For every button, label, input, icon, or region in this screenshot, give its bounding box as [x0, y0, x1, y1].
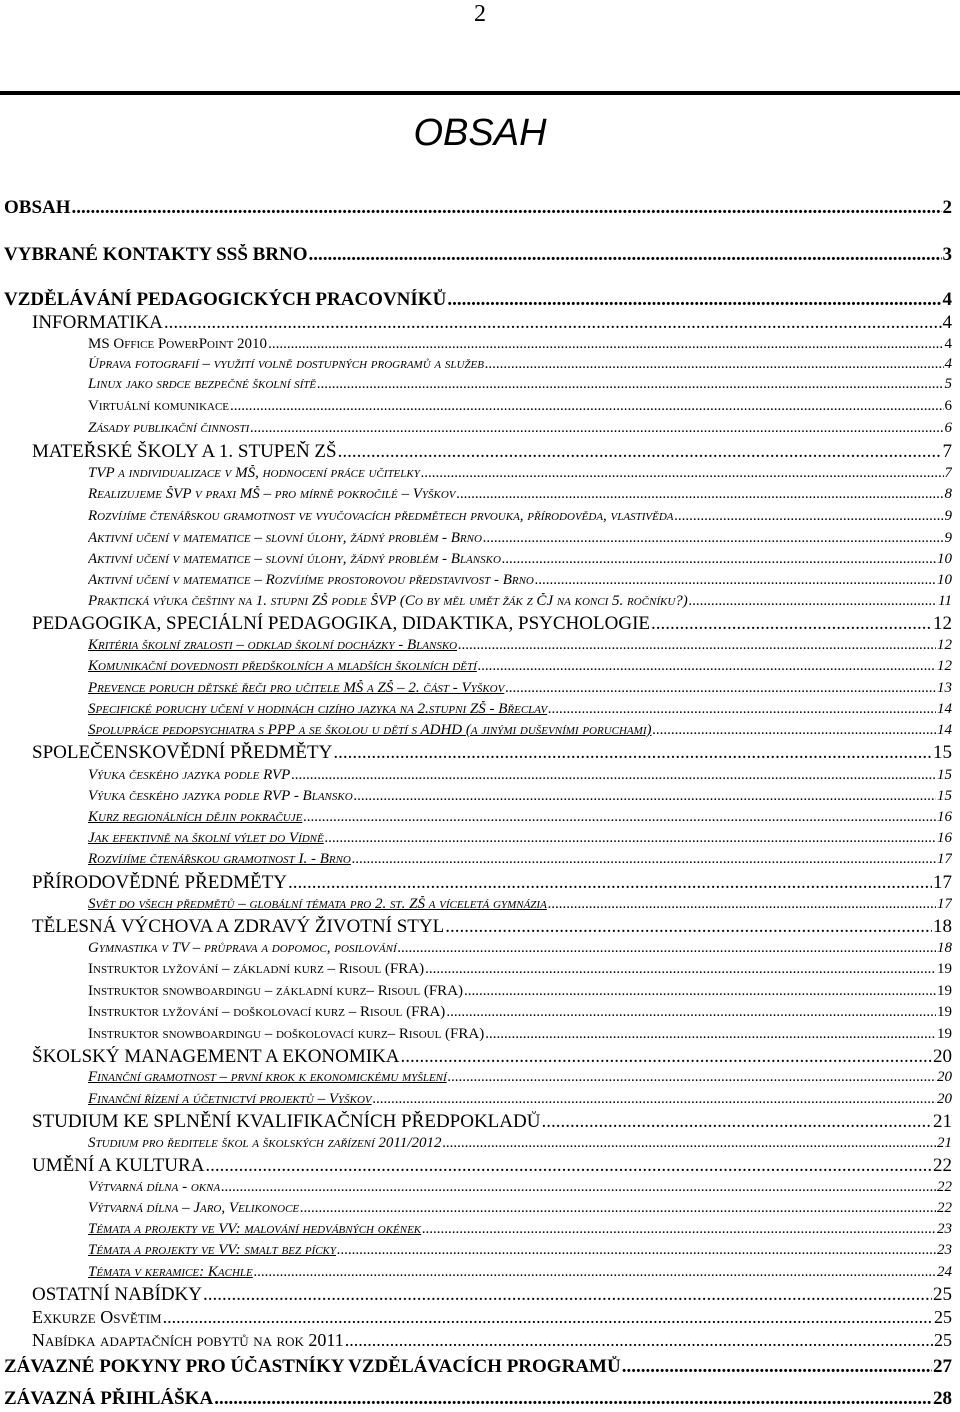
toc-entry[interactable]: ZÁVAZNÁ PŘIHLÁŠKA ..... 28 [4, 1388, 952, 1410]
toc-entry[interactable]: UMĚNÍ A KULTURA ..... 22 [32, 1155, 952, 1177]
toc-entry[interactable]: MS Office PowerPoint 2010 ..... 4 [88, 336, 952, 353]
toc-entry[interactable]: PEDAGOGIKA, SPECIÁLNÍ PEDAGOGIKA, DIDAKTIKA, PSYCHOLOGIE ..... 12 [32, 613, 952, 635]
toc-entry[interactable]: Instruktor lyžování – základní kurz – Risoul (FRA) ..... 19 [88, 961, 952, 978]
toc-entry[interactable]: Realizujeme ŠVP v praxi MŠ – pro mírně pokročilé – Vyškov ..... 8 [88, 486, 952, 503]
toc-entry[interactable]: Finanční gramotnost – první krok k ekonomickému myšlení ..... 20 [88, 1069, 952, 1086]
toc-entry[interactable]: OBSAH ..... 2 [4, 197, 952, 219]
toc-entry[interactable]: Aktivní učení v matematice – slovní úlohy, žádný problém - Blansko ..... 10 [88, 551, 952, 568]
toc-entry[interactable]: Instruktor lyžování – doškolovací kurz – Risoul (FRA) ..... 19 [88, 1004, 952, 1021]
toc-entry[interactable]: Exkurze Osvětim ..... 25 [32, 1307, 952, 1328]
toc-entry[interactable]: STUDIUM KE SPLNĚNÍ KVALIFIKAČNÍCH PŘEDPOKLADŮ ..... 21 [32, 1111, 952, 1133]
header-rule [0, 91, 960, 95]
toc-entry[interactable]: Studium pro ředitele škol a školských zařízení 2011/2012 ..... 21 [88, 1135, 952, 1152]
toc-entry[interactable]: Kritéria školní zralosti – odklad školní docházky - Blansko ..... 12 [88, 637, 952, 654]
toc-entry[interactable]: MATEŘSKÉ ŠKOLY A 1. STUPEŇ ZŠ ..... 7 [32, 441, 952, 463]
toc-entry[interactable]: Jak efektivně na školní výlet do Vídně ..... 16 [88, 830, 952, 847]
toc-entry[interactable]: Praktická výuka češtiny na 1. stupni ZŠ podle ŠVP (Co by měl umět žák z ČJ na konci 5. ročníku?) ..... 11 [88, 593, 952, 610]
toc-entry[interactable]: Kurz regionálních dějin pokračuje ..... 16 [88, 809, 952, 826]
toc-entry[interactable]: Témata a projekty ve VV: smalt bez pícky ..... 23 [88, 1242, 952, 1259]
toc-entry[interactable]: TĚLESNÁ VÝCHOVA A ZDRAVÝ ŽIVOTNÍ STYL ..... 18 [32, 916, 952, 938]
toc-entry[interactable]: Gymnastika v TV – průprava a dopomoc, posilování ..... 18 [88, 940, 952, 957]
toc-entry[interactable]: Instruktor snowboardingu – doškolovací kurz– Risoul (FRA) ..... 19 [88, 1026, 952, 1043]
toc-entry[interactable]: Linux jako srdce bezpečné školní sítě ..... 5 [88, 376, 952, 393]
toc-entry[interactable]: Zásady publikační činnosti ..... 6 [88, 420, 952, 437]
toc-entry[interactable]: Témata v keramice: Kachle ..... 24 [88, 1264, 952, 1281]
page-title: OBSAH [413, 112, 547, 154]
toc-entry[interactable]: Témata a projekty ve VV: malování hedvábných okének ..... 23 [88, 1221, 952, 1238]
toc-entry[interactable]: Výuka českého jazyka podle RVP - Blansko ..... 15 [88, 788, 952, 805]
toc-entry[interactable]: Spolupráce pedopsychiatra s PPP a se školou u dětí s ADHD (a jinými duševními poruchami) ..... 14 [88, 722, 952, 739]
toc-entry[interactable]: Aktivní učení v matematice – slovní úlohy, žádný problém - Brno ..... 9 [88, 530, 952, 547]
toc-entry[interactable]: Virtuální komunikace ..... 6 [88, 398, 952, 415]
toc-entry[interactable]: Rozvíjíme čtenářskou gramotnost ve vyučovacích předmětech prvouka, přírodověda, vlastivěda ..... 9 [88, 508, 952, 525]
toc-entry[interactable]: Výtvarná dílna – Jaro, Velikonoce ..... 22 [88, 1200, 952, 1217]
toc-entry[interactable]: Komunikační dovednosti předškolních a mladších školních dětí ..... 12 [88, 658, 952, 675]
toc-entry[interactable]: Prevence poruch dětské řeči pro učitele MŠ a ZŠ – 2. část - Vyškov ..... 13 [88, 680, 952, 697]
toc-entry[interactable]: PŘÍRODOVĚDNÉ PŘEDMĚTY ..... 17 [32, 872, 952, 894]
toc-entry[interactable]: Aktivní učení v matematice – Rozvíjíme prostorovou představivost - Brno ..... 10 [88, 572, 952, 589]
toc-entry[interactable]: VYBRANÉ KONTAKTY SSŠ BRNO ..... 3 [4, 244, 952, 266]
toc-entry[interactable]: ZÁVAZNÉ POKYNY PRO ÚČASTNÍKY VZDĚLÁVACÍCH PROGRAMŮ ..... 27 [4, 1356, 952, 1378]
toc-entry[interactable]: VZDĚLÁVÁNÍ PEDAGOGICKÝCH PRACOVNÍKŮ ..... 4 [4, 289, 952, 311]
toc-entry[interactable]: Výtvarná dílna - okna ..... 22 [88, 1179, 952, 1196]
toc-entry[interactable]: Finanční řízení a účetnictví projektů – Vyškov ..... 20 [88, 1091, 952, 1108]
page-number: 2 [474, 1, 486, 27]
toc-entry[interactable]: SPOLEČENSKOVĚDNÍ PŘEDMĚTY ..... 15 [32, 742, 952, 764]
toc-entry[interactable]: Specifické poruchy učení v hodinách cizího jazyka na 2.stupni ZŠ - Břeclav ..... 14 [88, 701, 952, 718]
toc-entry[interactable]: Úprava fotografií – využití volně dostupných programů a služeb ..... 4 [88, 356, 952, 373]
toc-entry[interactable]: Nabídka adaptačních pobytů na rok 2011 ..... 25 [32, 1330, 952, 1351]
toc-entry[interactable]: TVP a individualizace v MŠ, hodnocení práce učitelky ..... 7 [88, 465, 952, 482]
toc-entry[interactable]: Instruktor snowboardingu – základní kurz– Risoul (FRA) ..... 19 [88, 983, 952, 1000]
toc-entry[interactable]: INFORMATIKA ..... 4 [32, 312, 952, 334]
toc-entry[interactable]: Výuka českého jazyka podle RVP ..... 15 [88, 767, 952, 784]
toc-entry[interactable]: ŠKOLSKÝ MANAGEMENT A EKONOMIKA ..... 20 [32, 1046, 952, 1068]
toc-entry[interactable]: Rozvíjíme čtenářskou gramotnost I. - Brno ..... 17 [88, 851, 952, 868]
toc-entry[interactable]: Svět do všech předmětů – globální témata pro 2. st. ZŠ a víceletá gymnázia ..... 17 [88, 896, 952, 913]
toc-entry[interactable]: OSTATNÍ NABÍDKY ..... 25 [32, 1284, 952, 1306]
